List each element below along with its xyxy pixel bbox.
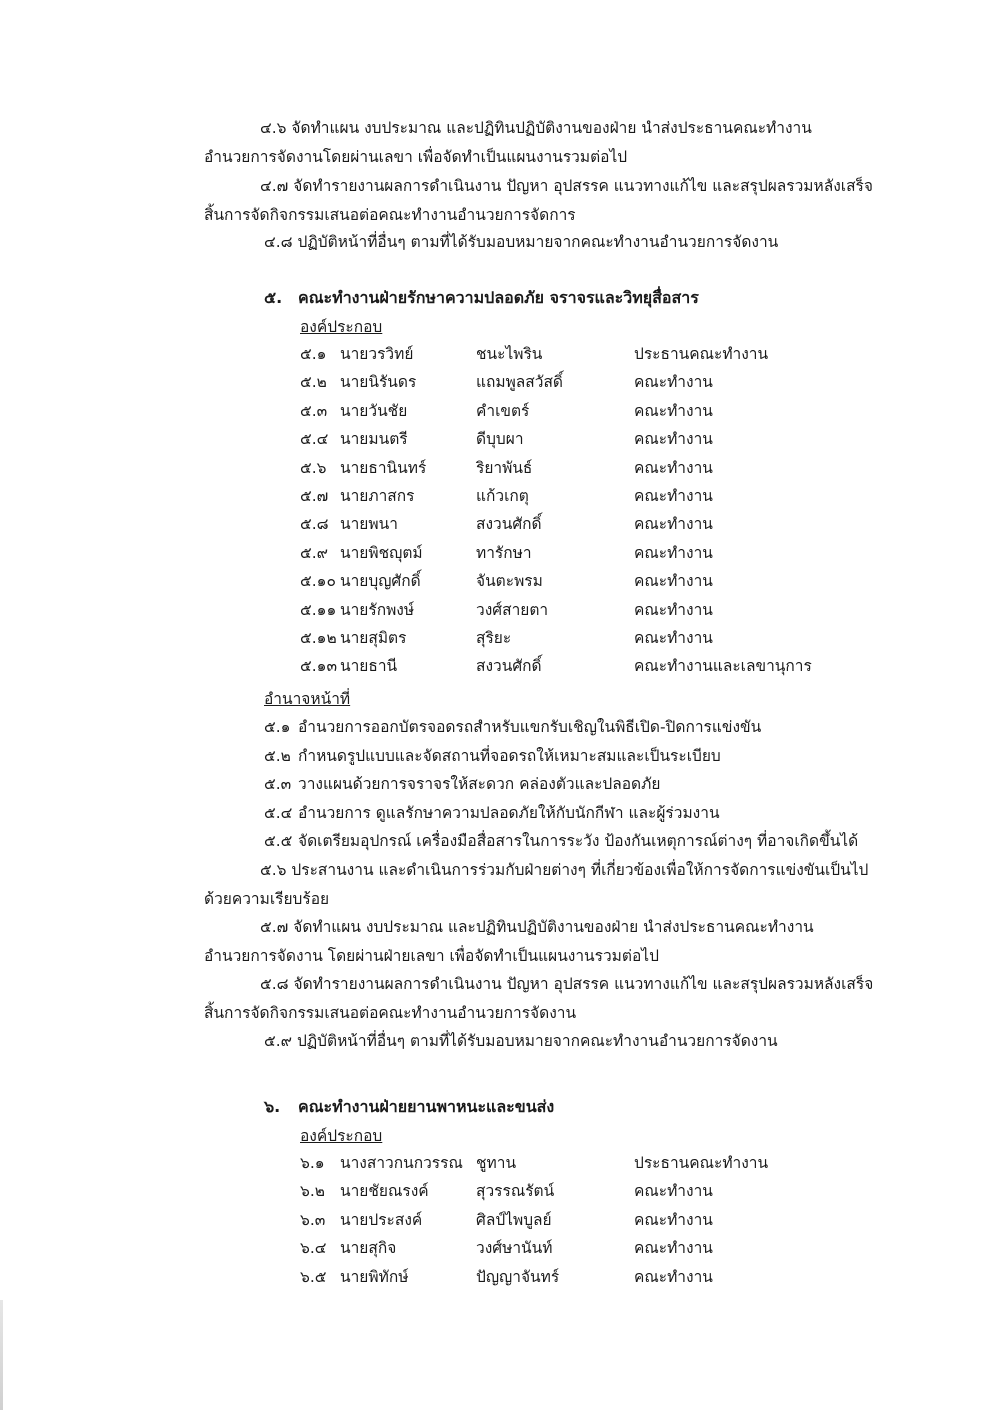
member-number: ๕.๔	[300, 430, 329, 449]
member-role: คณะทำงาน	[634, 373, 713, 392]
member-role: ประธานคณะทำงาน	[634, 345, 769, 363]
member-last-name: ชูทาน	[476, 1154, 517, 1172]
paragraph-5-6-continuation: ด้วยความเรียบร้อย	[204, 889, 330, 908]
paragraph-5-8	[204, 970, 894, 1027]
paragraph-5-7-first-line: ๕.๗ จัดทำแผน งบประมาณ และปฏิทินปฏิบัติงานของฝ่าย นำส่งประธานคณะทำงาน	[260, 918, 814, 936]
member-row	[300, 539, 860, 567]
duty-number: ๕.๕	[264, 832, 293, 851]
member-first-name: นายรักพงษ์	[340, 600, 415, 619]
member-row	[300, 624, 860, 652]
paragraph-5-7-continuation: อำนวยการจัดงาน โดยผ่านฝ่ายเลขา เพื่อจัดทำเป็นแผนงานรวมต่อไป	[204, 946, 659, 965]
member-row	[300, 1177, 860, 1205]
member-number: ๕.๑๑	[300, 600, 337, 619]
member-role: คณะทำงาน	[634, 487, 713, 505]
member-role: คณะทำงาน	[634, 629, 713, 647]
member-row	[300, 454, 860, 482]
section-5-number: ๕.	[264, 288, 283, 307]
member-number: ๕.๑๒	[300, 629, 337, 647]
member-first-name: นายวันชัย	[340, 401, 408, 420]
member-first-name: นายชัยณรงค์	[340, 1182, 429, 1201]
section-6-composition-label: องค์ประกอบ	[300, 1127, 383, 1145]
member-row	[300, 596, 860, 624]
duty-text: อำนวยการออกบัตรจอดรถสำหรับแขกรับเชิญในพิธีเปิด-ปิดการแข่งขัน	[298, 718, 762, 736]
member-row	[300, 482, 860, 510]
member-role: คณะทำงาน	[634, 1239, 713, 1258]
duty-text: จัดเตรียมอุปกรณ์ เครื่องมือสื่อสารในการระวัง ป้องกันเหตุการณ์ต่างๆ ที่อาจเกิดขึ้นได้	[298, 832, 859, 851]
member-row	[300, 510, 860, 538]
member-last-name: ทารักษา	[476, 543, 532, 562]
member-role: คณะทำงาน	[634, 1267, 713, 1286]
member-number: ๖.๕	[300, 1267, 327, 1286]
member-last-name: จันตะพรม	[476, 572, 543, 591]
member-first-name: นายมนตรี	[340, 430, 408, 449]
member-first-name: นายวรวิทย์	[340, 345, 414, 363]
member-last-name: ปัญญาจันทร์	[476, 1267, 560, 1286]
paragraph-5-8-first-line: ๕.๘ จัดทำรายงานผลการดำเนินงาน ปัญหา อุปสรรค แนวทางแก้ไข และสรุปผลรวมหลังเสร็จ	[260, 975, 874, 993]
duty-text: วางแผนด้วยการจราจรให้สะดวก คล่องตัวและปลอดภัย	[298, 775, 661, 794]
member-last-name: สงวนศักดิ์	[476, 657, 542, 676]
member-first-name: นายธานี	[340, 657, 398, 676]
paragraph-4-7	[204, 172, 894, 229]
paragraph-5-8-continuation: สิ้นการจัดกิจกรรมเสนอต่อคณะทำงานอำนวยการจัดงาน	[204, 1003, 577, 1022]
member-first-name: นายธานินทร์	[340, 458, 427, 477]
member-number: ๖.๑	[300, 1154, 325, 1172]
paragraph-4-8: ๔.๘ ปฏิบัติหน้าที่อื่นๆ ตามที่ได้รับมอบหมายจากคณะทำงานอำนวยการจัดงาน	[264, 233, 779, 251]
member-number: ๕.๖	[300, 458, 327, 477]
duty-item	[264, 770, 660, 799]
member-row	[300, 425, 860, 453]
section-5-composition-label: องค์ประกอบ	[300, 318, 383, 336]
paragraph-4-7-first-line: ๔.๗ จัดทำรายงานผลการดำเนินงาน ปัญหา อุปสรรค แนวทางแก้ไข และสรุปผลรวมหลังเสร็จ	[260, 177, 873, 195]
member-role: คณะทำงาน	[634, 515, 713, 534]
member-last-name: สงวนศักดิ์	[476, 515, 542, 534]
member-first-name: นายบุญศักดิ์	[340, 572, 421, 591]
member-number: ๕.๑	[300, 345, 327, 363]
paragraph-4-7-continuation: สิ้นการจัดกิจกรรมเสนอต่อคณะทำงานอำนวยการจัดการ	[204, 205, 576, 224]
member-row	[300, 1234, 860, 1262]
member-first-name: นายพิชญุตม์	[340, 543, 423, 562]
section-6-title: คณะทำงานฝ่ายยานพาหนะและขนส่ง	[298, 1097, 555, 1116]
member-number: ๕.๑๓	[300, 657, 338, 676]
duty-text: อำนวยการ ดูแลรักษาความปลอดภัยให้กับนักกีฬา และผู้ร่วมงาน	[298, 803, 720, 822]
duty-number: ๕.๑	[264, 718, 291, 736]
member-number: ๕.๙	[300, 543, 329, 562]
member-last-name: แถมพูลสวัสดิ์	[476, 373, 563, 392]
member-role: คณะทำงาน	[634, 1182, 713, 1201]
member-row	[300, 1263, 860, 1291]
duty-item	[264, 799, 720, 828]
member-row	[300, 1206, 860, 1234]
paragraph-4-6-first-line: ๔.๖ จัดทำแผน งบประมาณ และปฏิทินปฏิบัติงานของฝ่าย นำส่งประธานคณะทำงาน	[260, 119, 812, 137]
duty-item	[264, 713, 761, 742]
member-number: ๕.๒	[300, 373, 327, 392]
member-last-name: วงศ์สายตา	[476, 600, 549, 619]
member-row	[300, 652, 860, 680]
duty-number: ๕.๔	[264, 803, 293, 822]
member-role: คณะทำงาน	[634, 600, 713, 619]
member-first-name: นายพนา	[340, 515, 398, 534]
member-first-name: นายภาสกร	[340, 487, 415, 505]
member-number: ๕.๓	[300, 401, 328, 420]
paragraph-5-9: ๕.๙ ปฏิบัติหน้าที่อื่นๆ ตามที่ได้รับมอบหมายจากคณะทำงานอำนวยการจัดงาน	[264, 1032, 778, 1050]
member-last-name: ศิลป์ไพบูลย์	[476, 1210, 552, 1229]
member-role: คณะทำงาน	[634, 430, 713, 449]
member-last-name: คำเขตร์	[476, 401, 530, 420]
paragraph-5-6-first-line: ๕.๖ ประสานงาน และดำเนินการร่วมกับฝ่ายต่างๆ ที่เกี่ยวข้องเพื่อให้การจัดการแข่งขันเป็นไป	[260, 861, 869, 879]
member-last-name: วงศ์ษานันท์	[476, 1239, 553, 1258]
section-5-duties-label: อำนาจหน้าที่	[264, 690, 351, 708]
member-first-name: นายพิทักษ์	[340, 1267, 409, 1286]
member-role: คณะทำงาน	[634, 1210, 713, 1229]
member-last-name: ริยาพันธ์	[476, 458, 533, 477]
member-role: คณะทำงาน	[634, 572, 713, 591]
section-5-title: คณะทำงานฝ่ายรักษาความปลอดภัย จราจรและวิทยุสื่อสาร	[298, 288, 699, 307]
member-number: ๕.๘	[300, 515, 329, 534]
member-first-name: นายสุมิตร	[340, 629, 407, 647]
member-role: คณะทำงาน	[634, 401, 713, 420]
member-number: ๕.๗	[300, 487, 329, 505]
duty-text: กำหนดรูปแบบและจัดสถานที่จอดรถให้เหมาะสมและเป็นระเบียบ	[298, 746, 721, 765]
section-5-heading	[264, 284, 699, 313]
member-last-name: สุวรรณรัตน์	[476, 1182, 555, 1201]
member-last-name: ดีบุบผา	[476, 430, 524, 449]
member-row	[300, 368, 860, 396]
member-row	[300, 1149, 860, 1177]
member-row	[300, 397, 860, 425]
scan-edge-mark	[0, 1300, 3, 1410]
member-row	[300, 340, 860, 368]
member-number: ๖.๓	[300, 1210, 326, 1229]
member-first-name: นายนิรันดร	[340, 373, 417, 392]
member-role: ประธานคณะทำงาน	[634, 1154, 769, 1172]
member-role: คณะทำงานและเลขานุการ	[634, 657, 812, 676]
member-number: ๕.๑๐	[300, 572, 336, 591]
duty-item	[264, 742, 721, 771]
member-first-name: นางสาวกนกวรรณ	[340, 1154, 463, 1172]
duty-number: ๕.๒	[264, 746, 291, 765]
duty-number: ๕.๓	[264, 775, 292, 794]
section-6-number: ๖.	[264, 1097, 281, 1116]
member-first-name: นายประสงค์	[340, 1210, 423, 1229]
paragraph-4-6	[204, 114, 894, 171]
member-first-name: นายสุกิจ	[340, 1239, 397, 1258]
duty-item	[264, 827, 858, 856]
member-number: ๖.๔	[300, 1239, 327, 1258]
member-last-name: ชนะไพริน	[476, 345, 543, 363]
member-last-name: สุริยะ	[476, 629, 512, 647]
section-6-heading	[264, 1093, 554, 1122]
member-number: ๖.๒	[300, 1182, 325, 1201]
member-role: คณะทำงาน	[634, 543, 713, 562]
paragraph-5-6	[204, 856, 894, 913]
member-role: คณะทำงาน	[634, 458, 713, 477]
paragraph-5-7	[204, 913, 894, 970]
member-last-name: แก้วเกตุ	[476, 487, 529, 505]
member-row	[300, 567, 860, 595]
paragraph-4-6-continuation: อำนวยการจัดงานโดยผ่านเลขา เพื่อจัดทำเป็นแผนงานรวมต่อไป	[204, 147, 628, 166]
